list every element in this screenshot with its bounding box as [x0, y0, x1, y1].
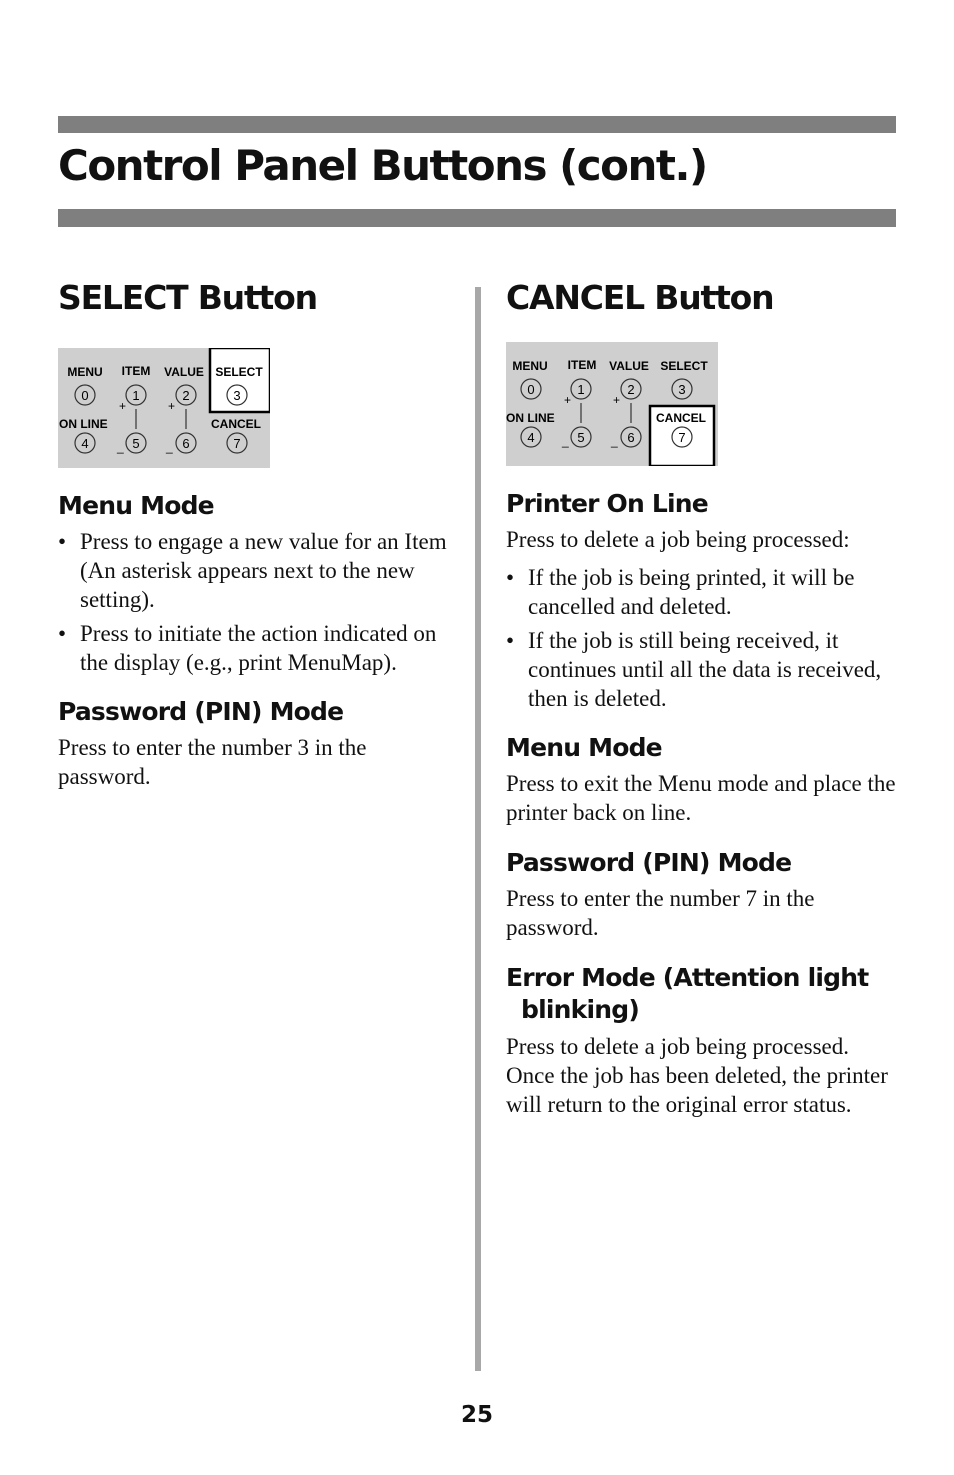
section-heading-error-mode: Error Mode (Attention light blinking) [506, 963, 869, 1024]
section-heading-menu-mode: Menu Mode [506, 733, 662, 762]
select-button-heading: SELECT Button [58, 278, 317, 317]
header-rule-bottom [58, 209, 896, 227]
column-divider [475, 287, 481, 1371]
key-1: 1 [132, 388, 140, 403]
panel-label-value: VALUE [609, 359, 649, 373]
minus-sign: _ [117, 440, 124, 454]
menu-mode-text: Press to exit the Menu mode and place the printer back on line. [506, 771, 896, 825]
key-2: 2 [182, 388, 190, 403]
key-3: 3 [678, 382, 686, 397]
list-item: • If the job is being printed, it will be cancelled and deleted. [506, 565, 855, 619]
key-3: 3 [233, 388, 241, 403]
panel-label-on-line: ON LINE [59, 417, 108, 431]
panel-label-cancel: CANCEL [211, 417, 261, 431]
panel-label-menu: MENU [512, 359, 548, 373]
key-6: 6 [627, 430, 635, 445]
list-item: • Press to initiate the action indicated on the display (e.g., print MenuMap). [58, 621, 437, 675]
panel-label-menu: MENU [67, 365, 103, 379]
cancel-button-column [506, 278, 901, 1119]
plus-sign: + [119, 399, 127, 413]
key-0: 0 [81, 388, 89, 403]
plus-sign: + [613, 393, 621, 407]
plus-sign: + [564, 393, 572, 407]
control-panel-cancel-diagram [506, 342, 718, 466]
list-item: • Press to engage a new value for an Item (An asterisk appears next to the new setting). [58, 529, 447, 612]
printer-on-line-list [506, 563, 901, 713]
select-button-column [58, 278, 453, 791]
key-1: 1 [577, 382, 585, 397]
section-heading-password-mode: Password (PIN) Mode [506, 848, 792, 877]
panel-label-select: SELECT [215, 365, 263, 379]
key-2: 2 [627, 382, 635, 397]
section-heading-printer-on-line: Printer On Line [506, 489, 708, 518]
section-heading-menu-mode: Menu Mode [58, 491, 214, 520]
list-item: • If the job is still being received, it continues until all the data is received, then is deleted. [506, 628, 882, 711]
minus-sign: _ [562, 434, 569, 448]
key-7: 7 [233, 436, 241, 451]
panel-label-cancel: CANCEL [656, 411, 706, 425]
key-4: 4 [527, 430, 535, 445]
minus-sign: _ [166, 440, 173, 454]
cancel-button-heading: CANCEL Button [506, 278, 774, 317]
printer-on-line-text: Press to delete a job being processed: [506, 527, 850, 552]
panel-label-select: SELECT [660, 359, 708, 373]
key-5: 5 [132, 436, 140, 451]
key-0: 0 [527, 382, 535, 397]
password-mode-text: Press to enter the number 3 in the password. [58, 735, 367, 789]
key-7: 7 [678, 430, 686, 445]
key-5: 5 [577, 430, 585, 445]
control-panel-select-diagram [58, 348, 270, 468]
error-mode-text: Press to delete a job being processed. Once the job has been deleted, the printer will return to the original error status. [506, 1034, 888, 1117]
plus-sign: + [168, 399, 176, 413]
menu-mode-list [58, 527, 453, 677]
header-rule-top [58, 116, 896, 133]
panel-label-item: ITEM [567, 358, 597, 372]
password-mode-text: Press to enter the number 7 in the password. [506, 886, 815, 940]
minus-sign: _ [611, 434, 618, 448]
page-title: Control Panel Buttons (cont.) [58, 141, 707, 190]
key-4: 4 [81, 436, 89, 451]
panel-label-on-line: ON LINE [506, 411, 555, 425]
panel-label-item: ITEM [121, 364, 151, 378]
section-heading-password-mode: Password (PIN) Mode [58, 697, 344, 726]
page-number: 25 [460, 1402, 493, 1428]
panel-label-value: VALUE [164, 365, 204, 379]
key-6: 6 [182, 436, 190, 451]
